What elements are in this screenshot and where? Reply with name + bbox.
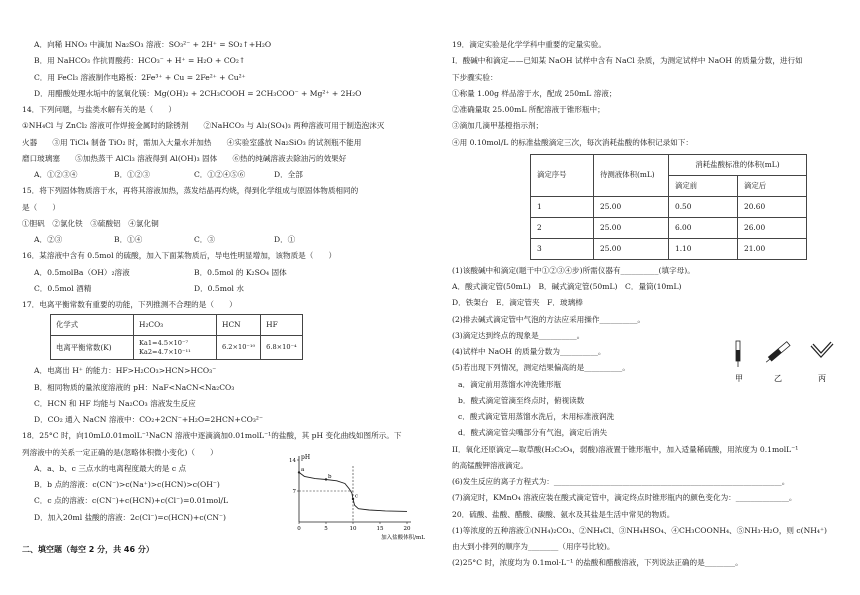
q18-option-a: A．a、b、c 三点水的电离程度最大的是 c 点: [34, 463, 187, 473]
x-tick-label: 15: [376, 525, 384, 532]
left-column: [22, 40, 425, 556]
q19-sub-1-options: A．酸式滴定管(50mL) B．碱式滴定管(50mL) C．量筒(10mL): [452, 282, 682, 291]
q17-header: HCN: [217, 315, 261, 336]
table-cell: 25.00: [594, 217, 669, 238]
point-label-c: c: [355, 493, 359, 500]
q17-header: 化学式: [51, 315, 134, 336]
q19-sub-1: (1)该酸碱中和滴定(题干中①②③④步)所需仪器有__________(填字母)。: [452, 265, 695, 275]
q16-option-b: B．0.5mol 的 K₂SO₄ 固体: [194, 267, 287, 277]
table-header: 消耗盐酸标准的体积(mL): [669, 154, 807, 175]
table-cell: 6.00: [669, 217, 738, 238]
table-cell: 20.60: [738, 196, 807, 217]
q19-part1-intro: I．酸碱中和滴定——已知某 NaOH 试样中含有 NaCl 杂质，为测定试样中 NaOH 的质量分数，进行如: [452, 56, 803, 66]
q17-option-a: A．电离出 H⁺ 的能力：HF>H₂CO₃>HCN>HCO₃⁻: [34, 366, 217, 376]
q14-item-line: 火器 ③用 TiCl₄ 制备 TiO₂ 时，需加入大量水并加热 ④实验室盛放 Na₂SiO₃ 的试剂瓶不能用: [22, 137, 362, 147]
q17-hf-cell: 6.8×10⁻⁴: [261, 336, 303, 360]
q20-title: 20．硫酸、盐酸、醋酸、碳酸、氨水及其盐是生活中常见的物质。: [452, 509, 675, 519]
q17-ka1: Ka1=4.5×10⁻⁷: [139, 339, 189, 348]
q17-row-label: 电离平衡常数(K): [51, 336, 134, 360]
burette-diagram: [722, 337, 842, 392]
table-header: 待测液体积(mL): [594, 154, 669, 196]
q15-option-c: C．③: [194, 235, 215, 244]
q16-option-a: A．0.5molBa（OH）₂溶液: [34, 267, 130, 277]
x-tick-label: 10: [349, 525, 357, 532]
q19-sub-5-option-d: d．酸式滴定管尖嘴部分有气泡，滴定后消失: [458, 428, 608, 438]
burette-label-jia: 甲: [735, 374, 743, 383]
table-cell: 25.00: [594, 196, 669, 217]
q15-stem-2: 是（ ）: [22, 202, 60, 212]
q19-sub-5-option-c: c．酸式滴定管用蒸馏水洗后，未用标准液润洗: [458, 412, 615, 421]
table-cell: 1: [531, 196, 594, 217]
x-tick-label: 20: [403, 525, 411, 532]
q18-option-c: C．c 点的溶液：c(CN⁻)+c(HCN)+c(Cl⁻)=0.01mol/L: [34, 496, 229, 506]
burette-bing-icon: [812, 343, 832, 355]
table-cell: 1.10: [669, 238, 738, 259]
section-heading-fill-in: 二、填空题（每空 2 分，共 46 分）: [22, 544, 154, 554]
q14-options: [22, 170, 414, 180]
x-tick-label: 5: [324, 525, 328, 532]
q20-sub-2: (2)25°C 时，浓度均为 0.1mol·L⁻¹ 的盐酸和醋酸溶液，下列说法正确的是________。: [452, 558, 743, 568]
q16-option-c: C．0.5mol 酒精: [34, 283, 92, 293]
q18-stem: 18．25°C 时，向10mL0.01molL⁻¹NaCN 溶液中逐滴滴加0.01molL⁻¹的盐酸，其 pH 变化曲线如图所示。下: [22, 431, 402, 441]
q19-step: ③滴加几滴甲基橙指示剂；: [452, 121, 544, 131]
q20-sub-1-cont: 由大到小排列的顺序为________（用序号比较)。: [452, 542, 615, 551]
right-column: [452, 40, 842, 575]
q16-options-row1: [22, 268, 414, 278]
q17-header: HF: [261, 315, 303, 336]
q15-option-a: A．②③: [34, 235, 63, 244]
q14-option-a: A．①②③④: [34, 170, 78, 179]
table-cell: 2: [531, 217, 594, 238]
q19-sub-7: (7)滴定时，KMnO₄ 溶液应装在酸式滴定管中，滴定终点时锥形瓶内的颜色变化为：______________。: [452, 493, 797, 503]
q14-item-line: ①NH₄Cl 与 ZnCl₂ 溶液可作焊接金属时的除锈剂 ②NaHCO₃ 与 Al₂(SO₄)₃ 两种溶液可用于制造泡沫灭: [22, 121, 385, 131]
q15-option-d: D．①: [274, 235, 296, 244]
burette-label-bing: 丙: [818, 374, 826, 383]
point-b: [325, 478, 327, 480]
burette-jia-icon: [736, 341, 740, 367]
ph-titration-chart: [277, 452, 425, 544]
table-subheader: 滴定前: [669, 175, 738, 196]
q16-stem: 16．某溶液中含有 0.5mol 的硫酸，加入下面某物质后，导电性明显增加，该物质是（ ）: [22, 251, 337, 261]
table-cell: 25.00: [594, 238, 669, 259]
y-tick-label: 7: [292, 488, 296, 495]
q17-hcn-cell: 6.2×10⁻¹⁰: [217, 336, 261, 360]
table-cell: 26.00: [738, 217, 807, 238]
q13-option-c: C．用 FeCl₃ 溶液制作电路板：2Fe³⁺ + Cu = 2Fe²⁺ + Cu²⁺: [34, 72, 246, 82]
q14-option-b: B．①②③: [114, 170, 150, 179]
q15-options: [22, 235, 414, 245]
q18-stem-2: 列溶液中的关系一定正确的是(忽略体积微小变化)（ ）: [22, 447, 218, 457]
titration-table: [530, 154, 807, 260]
q16-option-d: D．0.5mol 水: [194, 283, 244, 293]
q17-option-c: C．HCN 和 HF 均能与 Na₂CO₃ 溶液发生反应: [34, 398, 196, 408]
q14-option-d: D．全部: [274, 170, 303, 179]
table-row: [531, 196, 807, 217]
q18-option-b: B．b 点的溶液：c(CN⁻)>c(Na⁺)>c(HCN)>c(OH⁻): [34, 480, 220, 490]
q19-sub-1-options-2: D．铁架台 E．滴定管夹 F．玻璃棒: [452, 298, 583, 308]
q13-option-a: A．向稀 HNO₃ 中滴加 Na₂SO₃ 溶液：SO₃²⁻ + 2H⁺ = SO₂↑+H₂O: [34, 40, 272, 49]
x-tick-label: 0: [297, 525, 301, 532]
q19-step: ②准确量取 25.00mL 所配溶液于锥形瓶中；: [452, 105, 605, 114]
table-cell: 0.50: [669, 196, 738, 217]
x-axis-label: 加入盐酸体积/mL: [381, 534, 425, 541]
q17-option-d: D．CO₂ 通入 NaCN 溶液中：CO₂+2CN⁻+H₂O=2HCN+CO₃²⁻: [34, 415, 263, 425]
q19-part2-cont: 的高锰酸钾溶液滴定。: [452, 460, 528, 470]
table-row: [531, 238, 807, 259]
q20-sub-1: (1)等浓度的五种溶液①(NH₄)₂CO₃、②NH₄Cl、③NH₄HSO₄、④CH₃COONH₄、⑤NH₃·H₂O，则 c(NH₄⁺): [452, 525, 827, 535]
q17-header: H₂CO₃: [134, 315, 217, 336]
q15-option-b: B．①④: [114, 235, 143, 244]
q19-sub-5-option-a: a．滴定前用蒸馏水冲洗锥形瓶: [458, 379, 562, 389]
y-tick-label: 14: [289, 457, 296, 464]
q19-sub-3: (3)滴定达到终点的现象是__________。: [452, 330, 585, 340]
point-a: [298, 471, 300, 473]
q19-sub-5: (5)若出现下列情况，测定结果偏高的是__________。: [452, 363, 630, 373]
table-row: [531, 217, 807, 238]
table-cell: 3: [531, 238, 594, 259]
q19-sub-6: (6)发生反应的离子方程式为：____________________________________________________________。: [452, 477, 790, 486]
q17-option-b: B．相同物质的量浓度溶液的 pH：NaF<NaCN<Na₂CO₃: [34, 382, 235, 392]
q18-block: [22, 447, 425, 541]
burette-label-yi: 乙: [774, 374, 782, 383]
point-c: [352, 497, 354, 499]
q15-items: ①胆矾 ②氯化铁 ③硫酸铝 ④氯化铜: [22, 218, 159, 228]
point-label-a: a: [301, 466, 305, 473]
table-subheader: 滴定后: [738, 175, 807, 196]
q13-option-b: B．用 NaHCO₃ 作抗胃酸药：HCO₃⁻ + H⁺ = H₂O + CO₂↑: [34, 56, 246, 66]
point-label-b: b: [328, 473, 332, 480]
burette-yi-icon: [765, 342, 790, 364]
q19-step: ①称量 1.00g 样品溶于水，配成 250mL 溶液；: [452, 88, 617, 98]
q17-stem: 17．电离平衡常数有重要的功能，下列推测不合理的是（ ）: [22, 300, 237, 309]
table-header: 滴定序号: [531, 154, 594, 196]
q19-part2: II．氧化还原滴定—取草酸(H₂C₂O₄，弱酸)溶液置于锥形瓶中，加入适量稀硫酸，用浓度为 0.1molL⁻¹: [452, 444, 799, 454]
q19-step: ④用 0.10mol/L 的标准盐酸滴定三次，每次消耗盐酸的体积记录如下：: [452, 137, 693, 147]
q16-options-row2: [22, 284, 414, 294]
q19-sub-5-option-b: b．酸式滴定管滴至终点时，俯视读数: [458, 395, 585, 405]
q19-sub-2: (2)排去碱式滴定管中气泡的方法应采用操作__________。: [452, 314, 646, 324]
q14-item-line: 磨口玻璃塞 ⑤加热蒸干 AlCl₃ 溶液得到 Al(OH)₃ 固体 ⑥热的纯碱溶液去除油污的效果好: [22, 153, 347, 163]
q17-table: [50, 314, 303, 360]
q19-title: 19．滴定实验是化学学科中重要的定量实验。: [452, 40, 606, 49]
q13-option-d: D．用醋酸处理水垢中的氢氧化镁：Mg(OH)₂ + 2CH₃COOH = 2CH₃COO⁻ + Mg²⁺ + 2H₂O: [34, 88, 362, 98]
y-axis-label: pH: [301, 453, 311, 461]
q15-stem: 15．将下列固体物质溶于水，再将其溶液加热，蒸发结晶再灼烧，得到化学组成与原固体物质相同的: [22, 186, 359, 196]
q19-sub-4: (4)试样中 NaOH 的质量分数为__________。: [452, 347, 606, 356]
q14-option-c: C．①②④⑤⑥: [194, 170, 246, 179]
q18-option-d: D．加入20ml 盐酸的溶液：2c(Cl⁻)=c(HCN)+c(CN⁻): [34, 512, 227, 522]
q17-h2co3-cell: [134, 336, 217, 360]
q19-part1-intro-2: 下步骤实验：: [452, 72, 498, 82]
q14-stem: 14．下列问题，与盐类水解有关的是（ ）: [22, 105, 176, 114]
q17-ka2: Ka2=4.7×10⁻¹¹: [139, 347, 191, 356]
table-cell: 21.00: [738, 238, 807, 259]
